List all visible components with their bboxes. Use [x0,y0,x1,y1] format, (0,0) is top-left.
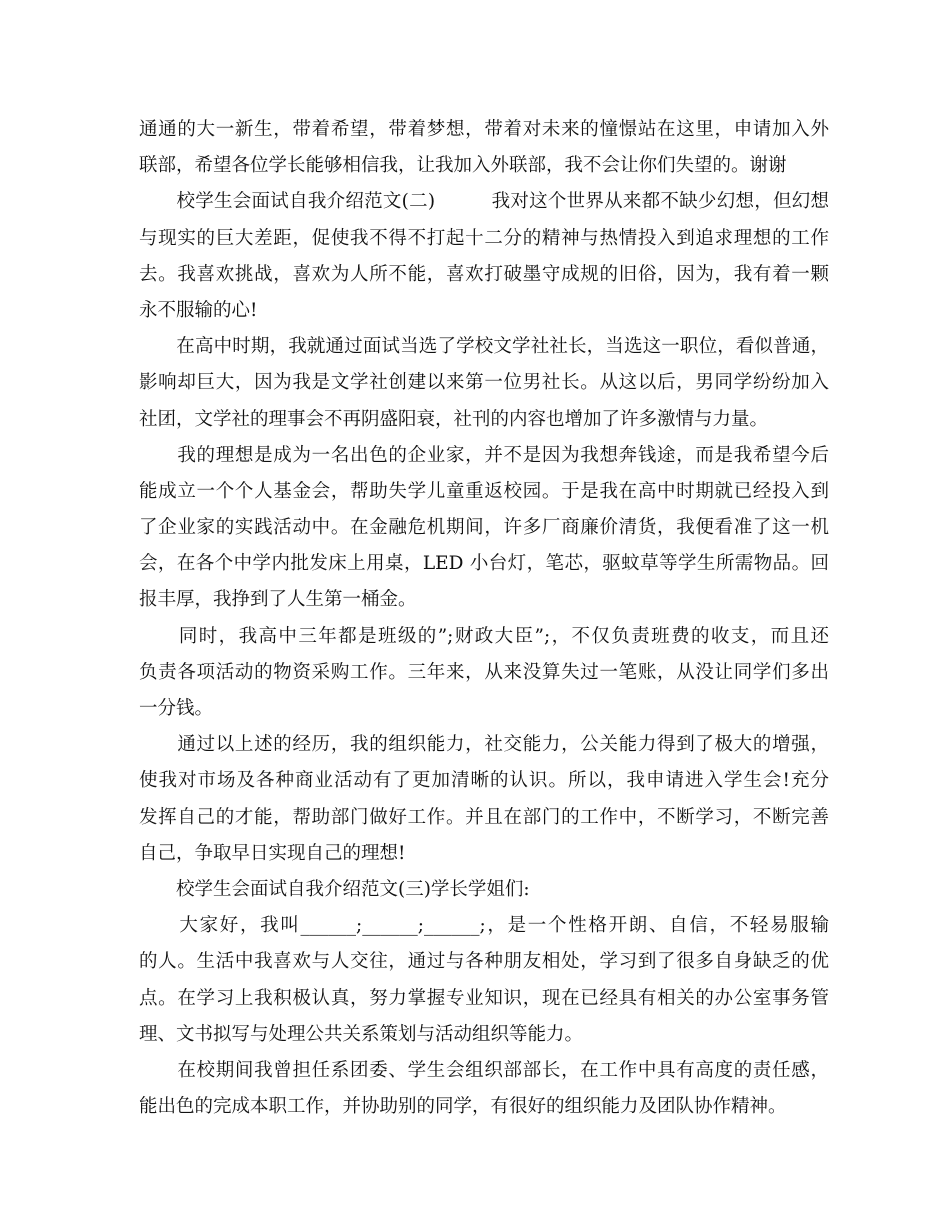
text-line: 与现实的巨大差距，促使我不得不打起十二分的精神与热情投入到追求理想的工作 [139,227,829,249]
text-line: 去。我喜欢挑战，喜欢为人所不能，喜欢打破墨守成规的旧俗，因为，我有着一颗 [139,263,829,285]
text-line: 校学生会面试自我介绍范文(三)学长学姐们: [139,878,530,900]
text-line: 大家好，我叫______;______;______;，是一个性格开朗、自信，不轻易服输 [139,915,829,937]
text-line: 在校期间我曾担任系团委、学生会组织部部长，在工作中具有高度的责任感， [139,1059,829,1081]
text-line: 影响却巨大，因为我是文学社创建以来第一位男社长。从这以后，男同学纷纷加入 [139,372,829,394]
text-line: 负责各项活动的物资采购工作。三年来，从来没算失过一笔账，从没让同学们多出 [139,661,829,683]
text-line: 了企业家的实践活动中。在金融危机期间，许多厂商廉价清货，我便看准了这一机 [139,517,829,539]
text-line: 点。在学习上我积极认真，努力掌握专业知识，现在已经具有相关的办公室事务管 [139,987,829,1009]
text-line: 联部，希望各位学长能够相信我，让我加入外联部，我不会让你们失望的。谢谢 [139,155,787,177]
text-line: 一分钱。 [139,698,214,719]
text-line: 校学生会面试自我介绍范文(二) 我对这个世界从来都不缺少幻想，但幻想 [139,191,829,213]
text-line: 同时，我高中三年都是班级的”;财政大臣”;，不仅负责班费的收支，而且还 [139,625,829,647]
text-line: 能成立一个个人基金会，帮助失学儿童重返校园。于是我在高中时期就已经投入到 [139,480,829,502]
text-line: 自己，争取早日实现自己的理想! [139,842,406,864]
text-line: 我的理想是成为一名出色的企业家，并不是因为我想奔钱途，而是我希望今后 [139,444,829,466]
text-line: 会，在各个中学内批发床上用桌，LED 小台灯，笔芯，驱蚊草等学生所需物品。回 [139,553,829,575]
document-body [139,112,829,1125]
text-line: 报丰厚，我挣到了人生第一桶金。 [139,589,417,611]
text-line: 在高中时期，我就通过面试当选了学校文学社社长，当选这一职位，看似普通， [139,336,829,358]
text-line: 通过以上述的经历，我的组织能力，社交能力，公关能力得到了极大的增强， [139,734,829,756]
text-line: 永不服输的心! [139,299,258,321]
text-line: 能出色的完成本职工作，并协助别的同学，有很好的组织能力及团队协作精神。 [139,1096,787,1118]
text-line: 使我对市场及各种商业活动有了更加清晰的认识。所以，我申请进入学生会!充分 [139,770,829,792]
text-line: 通通的大一新生，带着希望，带着梦想，带着对未来的憧憬站在这里，申请加入外 [139,119,829,140]
text-line: 理、文书拟写与处理公共关系策划与活动组织等能力。 [139,1023,584,1045]
text-line: 发挥自己的才能，帮助部门做好工作。并且在部门的工作中，不断学习，不断完善 [139,806,829,828]
text-line: 社团，文学社的理事会不再阴盛阳衰，社刊的内容也增加了许多激情与力量。 [139,408,769,430]
text-line: 的人。生活中我喜欢与人交往，通过与各种朋友相处，学习到了很多自身缺乏的优 [139,951,829,973]
